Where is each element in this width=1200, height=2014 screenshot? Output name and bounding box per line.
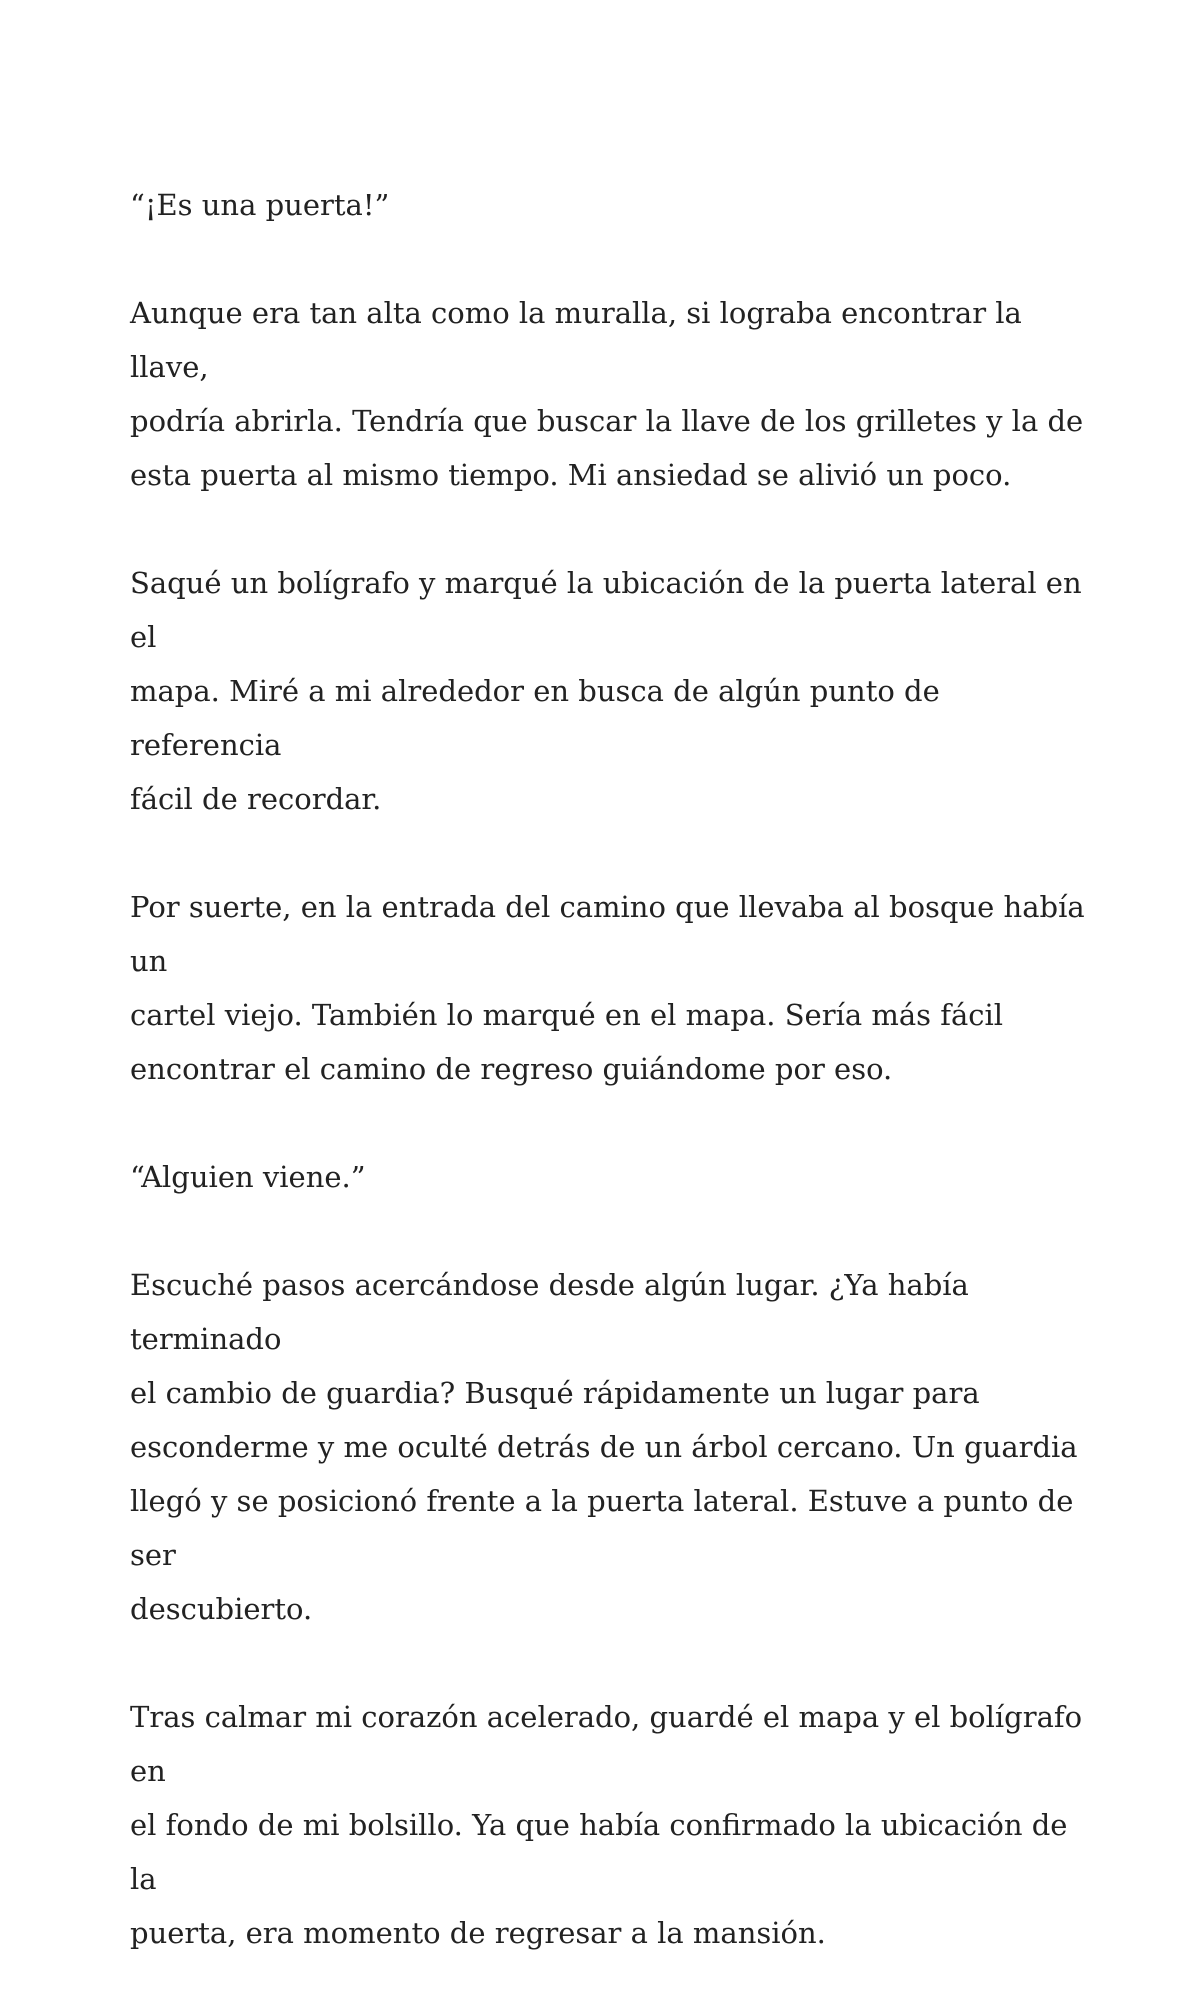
paragraph-dialogue-someone: “Alguien viene.” [130,1160,366,1194]
paragraph-map-mark: Saqué un bolígrafo y marqué la ubicación de la puerta lateral en el mapa. Miré a mi alrededor en busca de algún punto de referencia fácil de recordar. [130,566,1082,816]
paragraph-key: Aunque era tan alta como la muralla, si lograba encontrar la llave, podría abrirla. Tendría que buscar la llave de los grilletes y la de esta puerta al mismo tiempo. Mi ansiedad se alivió un poco. [130,296,1084,492]
paragraph-sign: Por suerte, en la entrada del camino que llevaba al bosque había un cartel viejo. También lo marqué en el mapa. Sería más fácil encontrar el camino de regreso guiándome por eso. [130,890,1085,1086]
body-text [130,178,1090,2014]
paragraph-guard: Escuché pasos acercándose desde algún lugar. ¿Ya había terminado el cambio de guardia? Busqué rápidamente un lugar para esconderme y me oculté detrás de un árbol cercano. Un guardia llegó y se posicionó frente a la puerta lateral. Estuve a punto de ser descubierto. [130,1268,1078,1626]
paragraph-dialogue-door: “¡Es una puerta!” [130,188,390,222]
paragraph-return: Tras calmar mi corazón acelerado, guardé el mapa y el bolígrafo en el fondo de mi bolsillo. Ya que había confirmado la ubicación de la puerta, era momento de regresar a la mansión. [130,1700,1083,1950]
